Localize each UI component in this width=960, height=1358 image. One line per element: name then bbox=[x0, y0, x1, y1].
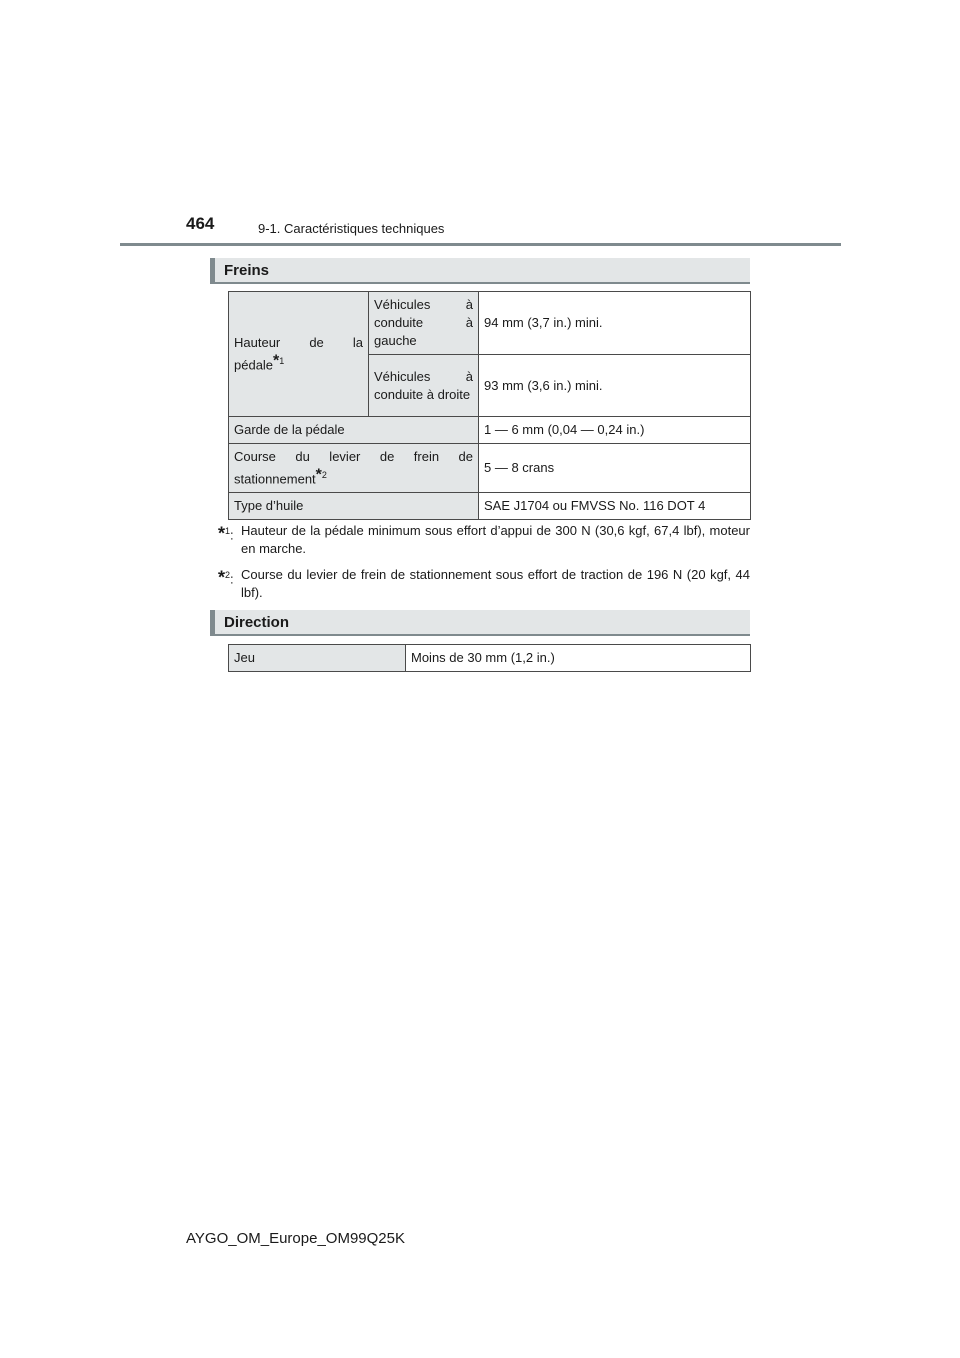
footnote-text: Course du levier de frein de stationnement sous effort de traction de 196 N (20 kgf, 44 lbf). bbox=[241, 567, 750, 600]
section-heading-label: Direction bbox=[224, 614, 290, 631]
pedal-height-label: Hauteur de la pédale bbox=[234, 334, 363, 373]
table-row bbox=[229, 292, 751, 355]
brakes-spec-table bbox=[228, 291, 751, 520]
section-title: 9-1. Caractéristiques techniques bbox=[258, 221, 445, 236]
free-play-value: 1 — 6 mm (0,04 — 0,24 in.) bbox=[479, 417, 751, 444]
footnote-1 bbox=[218, 522, 750, 558]
free-play-label: Garde de la pédale bbox=[229, 417, 479, 444]
lhd-label: Véhicules à conduite à gauche bbox=[369, 292, 479, 355]
lhd-value: 94 mm (3,7 in.) mini. bbox=[479, 292, 751, 355]
parking-label: Course du levier de frein de stationnement bbox=[234, 449, 473, 487]
table-row bbox=[229, 493, 751, 520]
footnote-ref: 1 bbox=[279, 355, 285, 366]
section-heading-label: Freins bbox=[224, 262, 270, 279]
section-heading-direction bbox=[210, 610, 750, 636]
table-row bbox=[229, 417, 751, 444]
play-value: Moins de 30 mm (1,2 in.) bbox=[406, 645, 751, 672]
pedal-height-label-cell bbox=[229, 292, 369, 417]
page-number: 464 bbox=[186, 214, 215, 233]
rhd-label: Véhicules à conduite à droite bbox=[369, 355, 479, 417]
fluid-value: SAE J1704 ou FMVSS No. 116 DOT 4 bbox=[479, 493, 751, 520]
footnote-marker: *$^1$: bbox=[218, 523, 234, 544]
fluid-label: Type d’huile bbox=[229, 493, 479, 520]
header-rule bbox=[120, 243, 841, 246]
rhd-value: 93 mm (3,6 in.) mini. bbox=[479, 355, 751, 417]
parking-value: 5 — 8 crans bbox=[479, 444, 751, 493]
document-code: AYGO_OM_Europe_OM99Q25K bbox=[186, 1230, 405, 1247]
asterisk-icon: * bbox=[315, 466, 322, 484]
table-row bbox=[229, 444, 751, 493]
steering-spec-table bbox=[228, 644, 751, 672]
footnote-ref: 2 bbox=[321, 470, 327, 480]
table-row bbox=[229, 645, 751, 672]
section-heading-freins bbox=[210, 258, 750, 284]
footnote-marker: *$^2$: bbox=[218, 567, 234, 588]
parking-label-cell bbox=[229, 444, 479, 493]
asterisk-icon: * bbox=[273, 352, 280, 370]
footnote-text: Hauteur de la pédale minimum sous effort d’appui de 300 N (30,6 kgf, 67,4 lbf), moteur en marche. bbox=[241, 523, 750, 556]
footnote-2 bbox=[218, 566, 750, 602]
play-label: Jeu bbox=[229, 645, 406, 672]
